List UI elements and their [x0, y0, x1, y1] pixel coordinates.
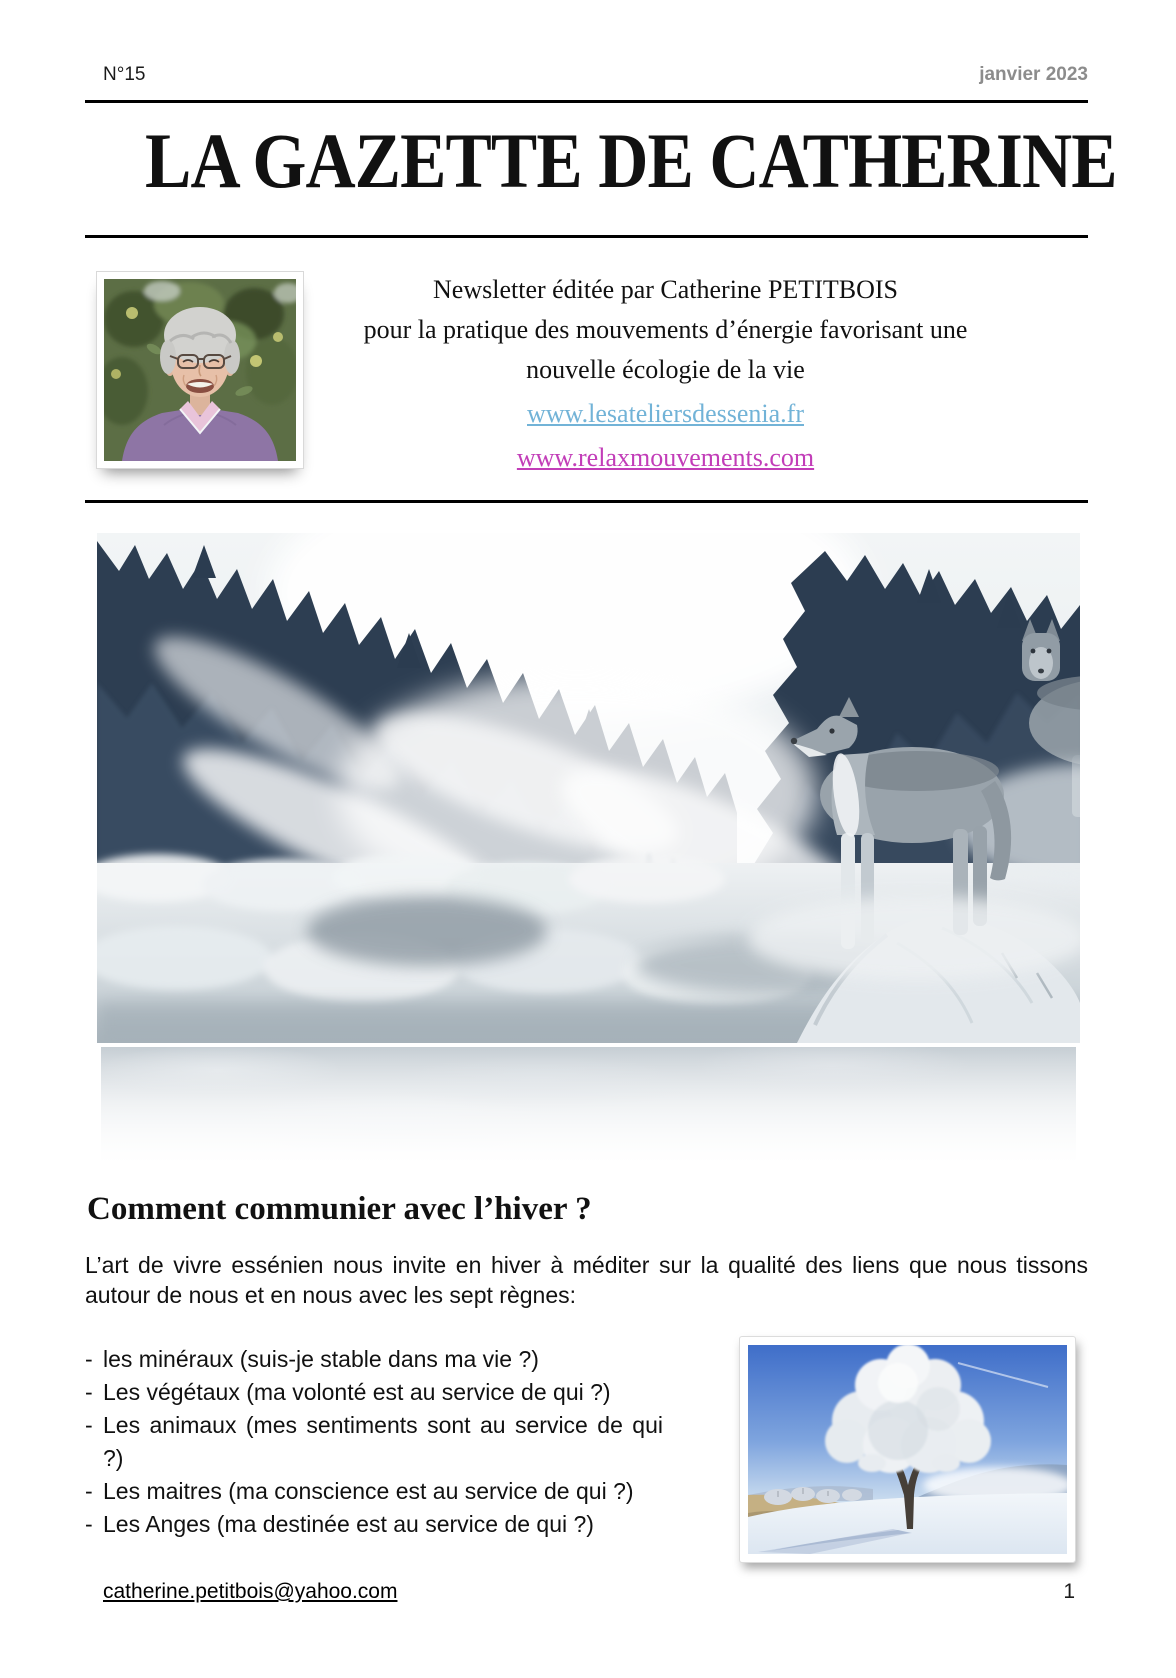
winter-tree-illustration: [748, 1345, 1067, 1554]
page-footer: [85, 1579, 1088, 1605]
lead-paragraph: L’art de vivre essénien nous invite en hiver à méditer sur la qualité des liens que nous tissons autour de nous et en nous avec les sept règnes:: [85, 1252, 1088, 1309]
portrait-photo: [97, 272, 303, 468]
intro-section: [85, 238, 1088, 500]
list-and-photo: [85, 1343, 1088, 1562]
intro-rule: [85, 500, 1088, 503]
regnes-list: [85, 1343, 663, 1541]
footer-email-link[interactable]: catherine.petitbois@yahoo.com: [103, 1580, 398, 1604]
list-item: - Les végétaux (ma volonté est au service de qui ?): [85, 1376, 663, 1409]
portrait-illustration: [104, 279, 296, 461]
wolves-winter-illustration: [97, 533, 1080, 1043]
masthead-title-wrap: [85, 103, 1117, 221]
section-heading: Comment communier avec l’hiver ?: [87, 1191, 592, 1228]
masthead: [85, 64, 1088, 86]
intro-text: [303, 268, 1088, 478]
list-item: - les minéraux (suis-je stable dans ma vie ?): [85, 1343, 663, 1376]
link-relaxmouvements[interactable]: www.relaxmouvements.com: [516, 443, 815, 473]
hero-image: [97, 533, 1080, 1175]
link-lesateliersdessenia[interactable]: www.lesateliersdessenia.fr: [527, 399, 804, 429]
intro-line-3: nouvelle écologie de la vie: [526, 355, 805, 385]
list-item: - Les Anges (ma destinée est au service de qui ?): [85, 1508, 663, 1541]
intro-line-1: Newsletter éditée par Catherine PETITBOIS: [433, 275, 898, 305]
page-number: 1: [1063, 1580, 1075, 1604]
issue-date: janvier 2023: [979, 64, 1088, 85]
list-item: - Les animaux (mes sentiments sont au service de qui ?): [85, 1409, 663, 1475]
intro-line-2: pour la pratique des mouvements d’énergie favorisant une: [363, 315, 968, 345]
list-item: - Les maitres (ma conscience est au service de qui ?): [85, 1475, 663, 1508]
winter-tree-photo: [740, 1337, 1075, 1562]
issue-number: N°15: [103, 64, 146, 85]
newsletter-title: LA GAZETTE DE CATHERINE: [145, 117, 1117, 204]
hero-reflection: [101, 1047, 1076, 1175]
